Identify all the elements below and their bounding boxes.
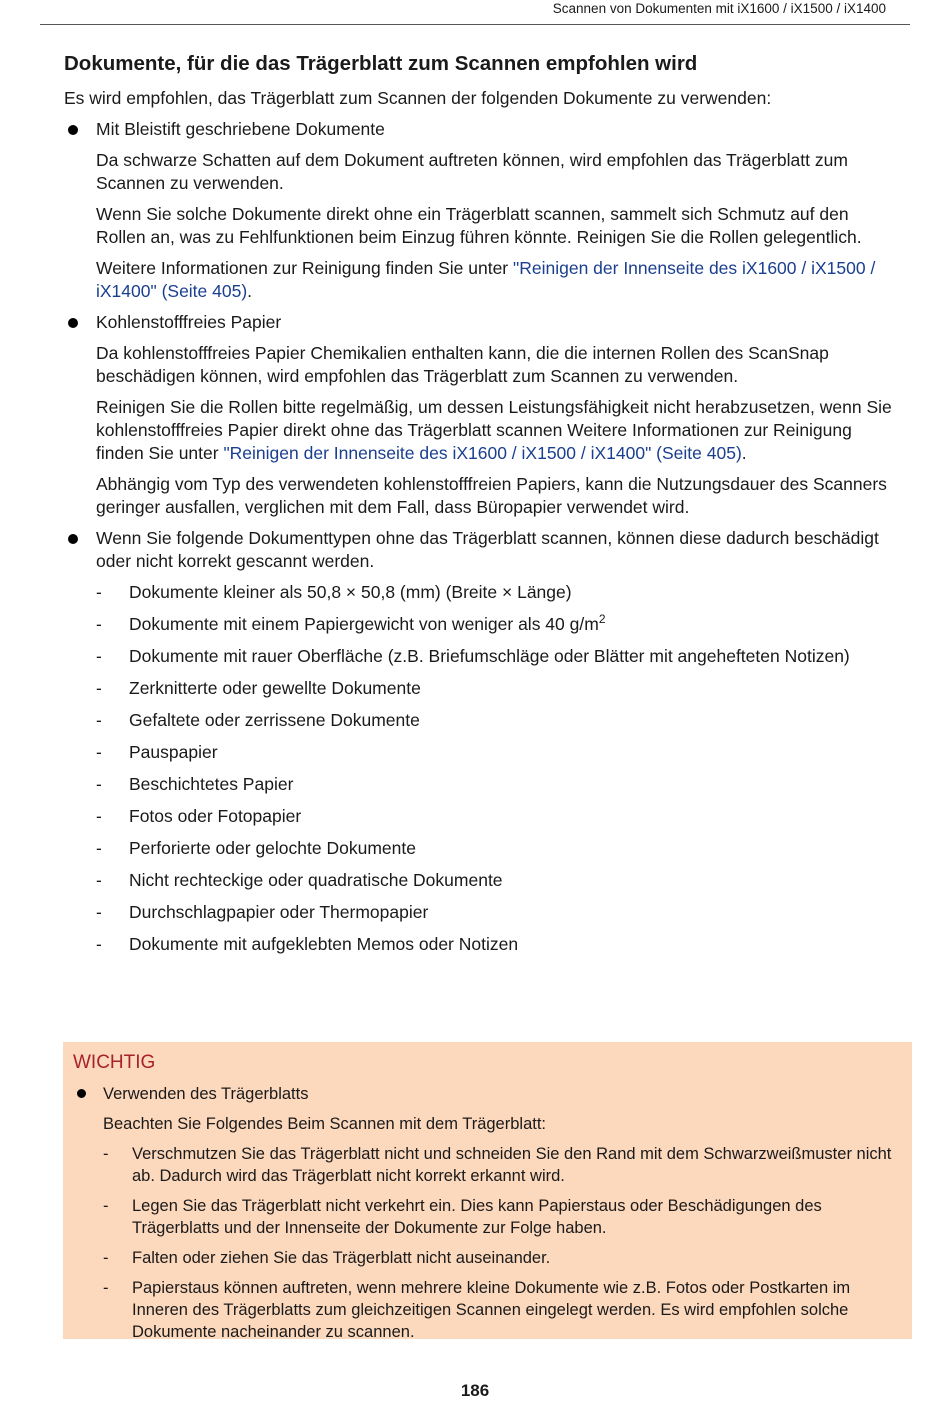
paragraph-text: . [247, 281, 253, 301]
list-item [64, 709, 910, 732]
list-item [64, 645, 910, 668]
list-item [64, 581, 910, 604]
list-item [64, 901, 910, 924]
running-header [40, 0, 910, 25]
bullet-label: Wenn Sie folgende Dokumenttypen ohne das Trägerblatt scannen, können diese dadurch beschädigt oder nicht korrekt gescannt werden. [96, 528, 879, 571]
important-body [73, 1083, 902, 1351]
list-item [64, 933, 910, 956]
list-item-text: Falten oder ziehen Sie das Trägerblatt nicht auseinander. [132, 1249, 551, 1267]
list-item-text: Fotos oder Fotopapier [129, 806, 302, 826]
intro-text: Es wird empfohlen, das Trägerblatt zum Scannen der folgenden Dokumente zu verwenden: [64, 88, 772, 108]
dash-mark: - [103, 1145, 109, 1163]
dash-mark: - [96, 838, 102, 858]
dash-mark: - [96, 710, 102, 730]
important-list-item [73, 1247, 902, 1269]
bullet-dot-icon [68, 125, 78, 135]
bullet-label: Kohlenstofffreies Papier [96, 312, 282, 332]
paragraph-text: Reinigen Sie die Rollen bitte regelmäßig, um dessen Leistungsfähigkeit nicht herabzusetzen, wenn Sie kohlenstofffreies Papier direkt ohne das Trägerblatt scannen Weitere Informationen zur Reinigung finden Sie unter [96, 397, 892, 463]
dash-mark: - [96, 870, 102, 890]
dash-mark: - [96, 742, 102, 762]
important-title: WICHTIG [73, 1052, 156, 1073]
paragraph: Wenn Sie solche Dokumente direkt ohne ein Trägerblatt scannen, sammelt sich Schmutz auf den Rollen an, was zu Fehlfunktionen beim Einzug führen könnte. Reinigen Sie die Rollen gelegentlich. [96, 204, 862, 247]
page-number: 186 [460, 1381, 490, 1400]
dash-mark: - [96, 774, 102, 794]
dash-mark: - [96, 934, 102, 954]
bullet-dot-icon [77, 1089, 86, 1098]
dash-mark: - [103, 1249, 109, 1267]
paragraph-text: Weitere Informationen zur Reinigung finden Sie unter [96, 258, 514, 278]
dash-mark: - [103, 1279, 109, 1297]
paragraph-text: . [741, 443, 747, 463]
dash-mark: - [96, 646, 102, 666]
list-item [64, 837, 910, 860]
dash-mark: - [96, 614, 102, 634]
dash-mark: - [103, 1197, 109, 1215]
cleaning-link[interactable]: "Reinigen der Innenseite des iX1600 / iX1500 / iX1400" (Seite 405) [96, 258, 876, 301]
important-intro: Beachten Sie Folgendes Beim Scannen mit dem Trägerblatt: [103, 1115, 546, 1133]
cleaning-link[interactable]: "Reinigen der Innenseite des iX1600 / iX1500 / iX1400" (Seite 405) [223, 443, 742, 463]
paragraph [96, 396, 910, 465]
dash-mark: - [96, 902, 102, 922]
list-item [64, 869, 910, 892]
list-item [64, 677, 910, 700]
paragraph [96, 257, 910, 303]
list-item-text: Legen Sie das Trägerblatt nicht verkehrt ein. Dies kann Papierstaus oder Beschädigungen des Trägerblatts und der Innenseite der Dokumente zur Folge haben. [132, 1197, 822, 1237]
important-list-item [73, 1277, 902, 1343]
superscript: 2 [598, 612, 606, 626]
important-bullet [73, 1083, 902, 1105]
list-item-text: Dokumente mit rauer Oberfläche (z.B. Briefumschläge oder Blätter mit angehefteten Notizen) [129, 646, 850, 666]
bullet-label: Verwenden des Trägerblatts [103, 1085, 309, 1103]
header-text: Scannen von Dokumenten mit iX1600 / iX1500 / iX1400 [552, 1, 886, 16]
important-list-item [73, 1143, 902, 1187]
list-item-text: Verschmutzen Sie das Trägerblatt nicht und schneiden Sie den Rand mit dem Schwarzweißmuster nicht ab. Dadurch wird das Trägerblatt nicht korrekt erkannt wird. [132, 1145, 892, 1185]
main-content [64, 118, 910, 965]
list-item [64, 741, 910, 764]
list-item-text: Dokumente mit einem Papiergewicht von weniger als 40 g/m [129, 614, 599, 634]
paragraph: Da schwarze Schatten auf dem Dokument auftreten können, wird empfohlen das Trägerblatt zum Scannen zu verwenden. [96, 150, 848, 193]
list-item [64, 805, 910, 828]
list-item-text: Zerknitterte oder gewellte Dokumente [129, 678, 421, 698]
dash-mark: - [96, 806, 102, 826]
important-list-item [73, 1195, 902, 1239]
list-item-text: Perforierte oder gelochte Dokumente [129, 838, 416, 858]
bullet-label: Mit Bleistift geschriebene Dokumente [96, 119, 385, 139]
list-item-text: Durchschlagpapier oder Thermopapier [129, 902, 429, 922]
bullet-dot-icon [68, 534, 78, 544]
list-item-text: Pauspapier [129, 742, 218, 762]
list-item-text: Beschichtetes Papier [129, 774, 294, 794]
dash-mark: - [96, 582, 102, 602]
list-item-text: Dokumente kleiner als 50,8 × 50,8 (mm) (Breite × Länge) [129, 582, 572, 602]
list-item-text: Papierstaus können auftreten, wenn mehrere kleine Dokumente wie z.B. Fotos oder Postkarten im Inneren des Trägerblatts zum gleichzeitigen Scannen eingelegt werden. Es wird empfohlen solche Dokumente nacheinander zu scannen. [132, 1279, 851, 1341]
list-item [64, 773, 910, 796]
bullet-document-types [64, 527, 910, 573]
list-item [64, 613, 910, 636]
bullet-carbonless-paper [64, 311, 910, 334]
dash-mark: - [96, 678, 102, 698]
paragraph: Abhängig vom Typ des verwendeten kohlenstofffreien Papiers, kann die Nutzungsdauer des Scanners geringer ausfallen, verglichen mit dem Fall, dass Büropapier verwendet wird. [96, 474, 887, 517]
list-item-text: Gefaltete oder zerrissene Dokumente [129, 710, 420, 730]
important-box [63, 1042, 912, 1339]
paragraph: Da kohlenstofffreies Papier Chemikalien enthalten kann, die die internen Rollen des ScanSnap beschädigen können, wird empfohlen das Trägerblatt zum Scannen zu verwenden. [96, 343, 829, 386]
bullet-dot-icon [68, 318, 78, 328]
bullet-pencil-documents [64, 118, 910, 141]
list-item-text: Nicht rechteckige oder quadratische Dokumente [129, 870, 503, 890]
section-title: Dokumente, für die das Trägerblatt zum Scannen empfohlen wird [64, 52, 698, 75]
list-item-text: Dokumente mit aufgeklebten Memos oder Notizen [129, 934, 519, 954]
